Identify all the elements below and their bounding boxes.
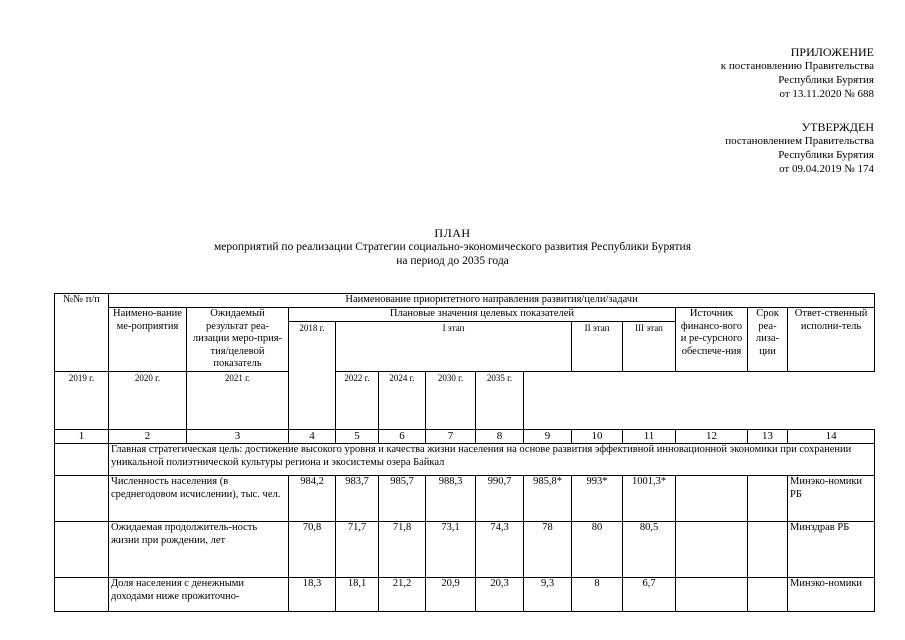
indicator-value: 988,3 (426, 475, 476, 521)
goal-text: Главная стратегическая цель: достижение высокого уровня и качества жизни населения на основе развития эффективной инновационной экономики при сохранении уникальной полиэтнической культуры региона и экосистемы озера Байкал (109, 443, 875, 475)
plan-heading: ПЛАН (434, 226, 471, 240)
column-number-row (55, 429, 875, 443)
table-row (55, 521, 875, 577)
column-number: 3 (187, 429, 289, 443)
indicator-value: 20,3 (476, 577, 524, 611)
indicator-value: 78 (524, 521, 572, 577)
responsible: Минздрав РБ (788, 521, 875, 577)
indicator-value: 80,5 (623, 521, 676, 577)
appendix-line: от 13.11.2020 № 688 (779, 88, 874, 100)
goal-empty-cell (55, 443, 109, 475)
column-number: 14 (788, 429, 875, 443)
row-empty-cell (55, 521, 109, 577)
column-number: 5 (336, 429, 379, 443)
column-number: 13 (748, 429, 788, 443)
header-stage-1: I этап (336, 322, 572, 372)
header-responsible: Ответ-ственный исполни-тель (788, 308, 875, 372)
header-year-2018: 2018 г. (289, 322, 336, 430)
approved-line: от 09.04.2019 № 174 (779, 163, 874, 175)
plan-period: на период до 2035 года (396, 255, 509, 267)
indicator-value: 985,7 (379, 475, 426, 521)
indicator-value: 20,9 (426, 577, 476, 611)
row-empty-cell (55, 475, 109, 521)
row-empty-cell (55, 577, 109, 611)
approved-title: УТВЕРЖДЕН (801, 120, 874, 134)
indicator-value: 990,7 (476, 475, 524, 521)
header-year: 2030 г. (426, 371, 476, 429)
source-cell (676, 521, 748, 577)
indicator-name: Ожидаемая продолжитель-ность жизни при рождении, лет (109, 521, 289, 577)
source-cell (676, 475, 748, 521)
column-number: 10 (572, 429, 623, 443)
column-number: 12 (676, 429, 748, 443)
approved-line: Республики Бурятия (778, 149, 874, 161)
header-year: 2022 г. (336, 371, 379, 429)
responsible: Минэко-номики (788, 577, 875, 611)
appendix-line: к постановлению Правительства (720, 60, 874, 72)
indicator-value: 1001,3* (623, 475, 676, 521)
indicator-value: 9,3 (524, 577, 572, 611)
column-number: 6 (379, 429, 426, 443)
header-year: 2019 г. (55, 371, 109, 429)
term-cell (748, 475, 788, 521)
indicator-value: 73,1 (426, 521, 476, 577)
indicator-value: 80 (572, 521, 623, 577)
header-year: 2024 г. (379, 371, 426, 429)
document-title (0, 226, 905, 268)
indicator-value: 984,2 (289, 475, 336, 521)
header-direction: Наименование приоритетного направления развития/цели/задачи (109, 294, 875, 308)
column-number: 11 (623, 429, 676, 443)
indicator-name: Доля населения с денежными доходами ниже прожиточно- (109, 577, 289, 611)
table-header-row (55, 308, 875, 322)
term-cell (748, 577, 788, 611)
column-number: 4 (289, 429, 336, 443)
indicator-value: 6,7 (623, 577, 676, 611)
indicator-value: 993* (572, 475, 623, 521)
table-row (55, 577, 875, 611)
source-cell (676, 577, 748, 611)
table-row (55, 475, 875, 521)
table-header-row (55, 294, 875, 308)
header-num: №№ п/п (55, 294, 109, 372)
header-year: 2020 г. (109, 371, 187, 429)
approved-block (725, 120, 874, 176)
term-cell (748, 521, 788, 577)
header-source: Источник финансо-вого и ре-сурсного обеспече-ния (676, 308, 748, 372)
header-stage-3: III этап (623, 322, 676, 372)
indicator-value: 18,3 (289, 577, 336, 611)
header-term: Срок реа-лиза-ции (748, 308, 788, 372)
header-year: 2021 г. (187, 371, 289, 429)
appendix-title: ПРИЛОЖЕНИЕ (790, 45, 874, 59)
indicator-value: 21,2 (379, 577, 426, 611)
indicator-value: 8 (572, 577, 623, 611)
indicator-value: 983,7 (336, 475, 379, 521)
appendix-block (721, 45, 874, 101)
table-header-row (55, 371, 875, 429)
plan-subtitle: мероприятий по реализации Стратегии социально-экономического развития Республики Бурятия (213, 241, 691, 253)
indicator-value: 985,8* (524, 475, 572, 521)
indicator-value: 74,3 (476, 521, 524, 577)
header-year: 2035 г. (476, 371, 524, 429)
header-result: Ожидаемый результат реа-лизации меро-прия-тия/целевой показатель (187, 308, 289, 372)
indicator-value: 71,8 (379, 521, 426, 577)
approved-line: постановлением Правительства (725, 135, 874, 147)
column-number: 9 (524, 429, 572, 443)
indicator-value: 71,7 (336, 521, 379, 577)
column-number: 2 (109, 429, 187, 443)
indicator-value: 18,1 (336, 577, 379, 611)
goal-row (55, 443, 875, 475)
header-stage-2: II этап (572, 322, 623, 372)
responsible: Минэко-номики РБ (788, 475, 875, 521)
appendix-line: Республики Бурятия (778, 74, 874, 86)
column-number: 7 (426, 429, 476, 443)
indicator-name: Численность населения (в среднегодовом исчислении), тыс. чел. (109, 475, 289, 521)
column-number: 1 (55, 429, 109, 443)
plan-table (54, 293, 875, 612)
column-number: 8 (476, 429, 524, 443)
header-name: Наимено-вание ме-роприятия (109, 308, 187, 372)
header-targets: Плановые значения целевых показателей (289, 308, 676, 322)
indicator-value: 70,8 (289, 521, 336, 577)
